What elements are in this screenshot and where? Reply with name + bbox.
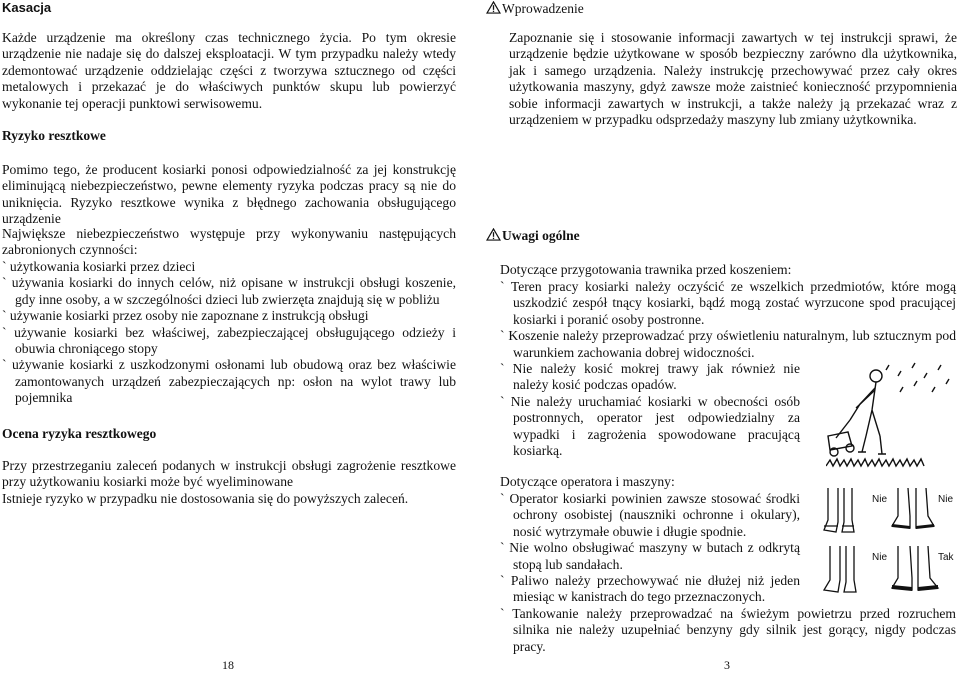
list-item: ` Koszenie należy przeprowadzać przy oświetleniu naturalnym, lub sztucznym pod warunkiem zachowania dobrej widoczności. bbox=[500, 328, 956, 360]
kasacja-heading: Kasacja bbox=[2, 0, 52, 15]
mowing-illustration bbox=[826, 362, 956, 470]
ocena-heading: Ocena ryzyka resztkowego bbox=[2, 426, 157, 441]
operator-intro: Dotyczące operatora i maszyny: bbox=[500, 474, 675, 489]
label-nie-1: Nie bbox=[872, 494, 888, 505]
list-item: ` Teren pracy kosiarki należy oczyścić ze wszelkich przedmiotów, które mogą uszkodzić zespół tnący kosiarki, bądź mogą zostać wyrzucone spod pracującej kosiarki i poranić osoby postronne. bbox=[500, 279, 956, 327]
list-item: ` Operator kosiarki powinien zawsze stosować środki ochrony osobistej (nauszniki ochronne i okulary), nosić wytrzymałe obuwie i długie spodnie. bbox=[500, 491, 800, 539]
list-item: ` używania kosiarki do innych celów, niż opisane w instrukcji obsługi koszenie, gdy inne osoby, a w szczególności dzieci lub zwierzęta znajdują się w pobliżu bbox=[2, 275, 456, 307]
page-number-left: 18 bbox=[222, 658, 234, 672]
warning-triangle-icon bbox=[486, 228, 501, 241]
trawnik-list bbox=[500, 279, 956, 361]
uwagi-heading: Uwagi ogólne bbox=[502, 228, 580, 243]
list-item: ` Nie należy uruchamiać kosiarki w obecności osób postronnych, operator jest odpowiedzialny za wypadki i zagrożenia spowodowane pracującą kosiarką. bbox=[500, 393, 800, 459]
trawnik-list-narrow bbox=[500, 361, 800, 459]
list-item: ` użytkowania kosiarki przez dzieci bbox=[2, 259, 196, 274]
wprowadzenie-text: Zapoznanie się i stosowanie informacji zawartych w tej instrukcji sprawi, że urządzenie będzie użytkowane w sposób bezpieczny zarówno dla użytkownika, jak i samego urządzenia. Należy instrukcję przechowywać przez cały okres użytkowania maszyny, gdyż zawsze może zaistnieć konieczność przypomnienia sobie informacji zawartych w instrukcji, a także należy ją przekazać wraz z urządzeniem w przypadku odsprzedaży maszyny lub zmiany użytkownika. bbox=[509, 30, 957, 128]
page-number-right: 3 bbox=[724, 658, 730, 672]
list-item: ` Nie wolno obsługiwać maszyny w butach z odkrytą stopą lub sandałach. bbox=[500, 540, 800, 572]
list-item: ` Tankowanie należy przeprowadzać na świeżym powietrzu przed rozruchem silnika nie należy uzupełniać benzyny gdy silnik jest gorący, nigdy podczas pracy. bbox=[500, 606, 956, 654]
warning-triangle-icon bbox=[486, 1, 501, 14]
ryzyko-paragraph-2: Największe niebezpieczeństwo występuje przy wykonywaniu następujących zabronionych czynności: bbox=[2, 226, 456, 258]
wprowadzenie-heading-row bbox=[486, 0, 584, 18]
label-nie-3: Nie bbox=[872, 552, 888, 563]
uwagi-heading-row bbox=[486, 227, 580, 245]
list-item: ` Paliwo należy przechowywać nie dłużej niż jeden miesiąc w kanistrach do tego przeznaczonych. bbox=[500, 573, 800, 605]
list-item: ` używanie kosiarki z uszkodzonymi osłonami lub obudową oraz bez właściwie zamontowanych urządzeń zabezpieczających np: osłon na wylot trawy lub pojemnika bbox=[2, 357, 456, 406]
ryzyko-heading: Ryzyko resztkowe bbox=[2, 128, 106, 143]
label-tak: Tak bbox=[938, 552, 954, 563]
operator-list-wide bbox=[500, 606, 956, 655]
ocena-text: Przy przestrzeganiu zaleceń podanych w instrukcji obsługi zagrożenie resztkowe przy użytkowaniu kosiarki może być wyeliminowane bbox=[2, 458, 456, 490]
list-item: ` Nie należy kosić mokrej trawy jak również nie należy kosić podczas opadów. bbox=[500, 361, 800, 393]
kasacja-text: Każde urządzenie ma określony czas technicznego życia. Po tym okresie urządzenie nie nadaje się do dalszej eksploatacji. W tym przypadku należy wtedy zdemontować urządzenie oddzielając części z tworzywa sztucznego od części metalowych i przekazać je do właściwych punktów skupu lub powierzyć wykonanie tej operacji punktowi serwisowemu. bbox=[2, 30, 456, 111]
footwear-illustration bbox=[820, 486, 958, 601]
ryzyko-paragraph: Pomimo tego, że producent kosiarki ponosi odpowiedzialność za jej konstrukcję eliminującą niebezpieczeństwo, pewne elementy ryzyka podczas pracy są nie do uniknięcia. Ryzyko resztkowe wynika z błędnego zachowania obsługującego urządzenie bbox=[2, 162, 456, 227]
list-item: ` używanie kosiarki bez właściwej, zabezpieczającej obsługującego odzieży i obuwia chroniącego stopy bbox=[2, 324, 456, 357]
operator-list bbox=[500, 491, 800, 606]
ocena-text-2: Istnieje ryzyko w przypadku nie dostosowania się do powyższych zaleceń. bbox=[2, 491, 409, 506]
footwear-drawings bbox=[820, 486, 958, 601]
label-nie-2: Nie bbox=[938, 494, 954, 505]
ryzyko-list bbox=[2, 259, 456, 407]
wprowadzenie-heading: Wprowadzenie bbox=[502, 1, 584, 16]
list-item: ` używanie kosiarki przez osoby nie zapoznane z instrukcją obsługi bbox=[2, 308, 369, 324]
trawnik-intro: Dotyczące przygotowania trawnika przed koszeniem: bbox=[500, 262, 792, 277]
